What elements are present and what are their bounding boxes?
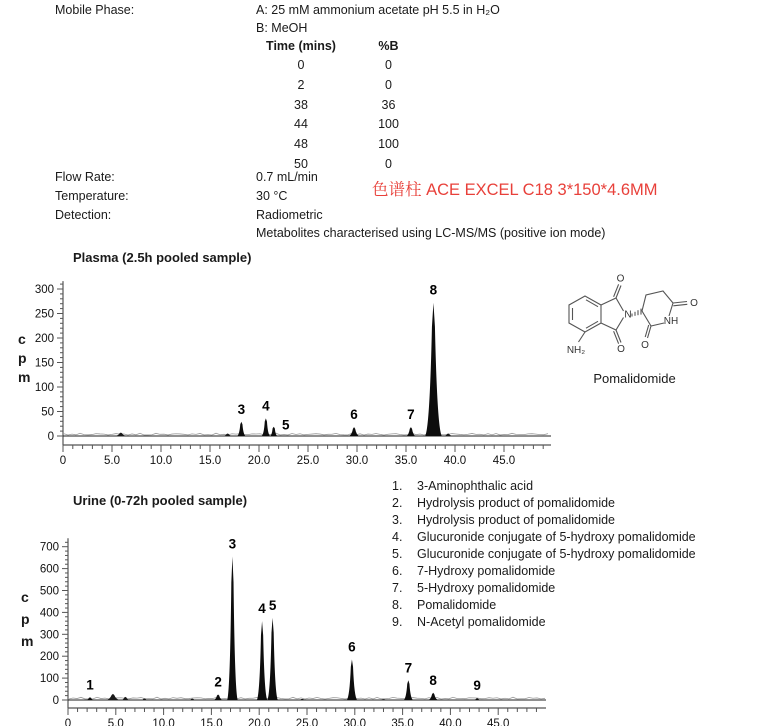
x-tick-label: 30.0 xyxy=(343,718,366,726)
y-tick-label: 50 xyxy=(41,406,54,419)
gradient-time-cell: 2 xyxy=(297,77,305,92)
gradient-time-cell: 0 xyxy=(297,58,305,72)
plasma-chromatogram xyxy=(0,248,560,474)
flow-rate-value: 0.7 mL/min xyxy=(256,170,318,184)
x-tick-label: 15.0 xyxy=(198,455,222,467)
gradient-percent-b-cell: 36 xyxy=(381,97,396,112)
peak xyxy=(267,618,278,700)
gradient-percent-b-cell: 100 xyxy=(378,137,399,152)
x-tick-label: 45.0 xyxy=(492,455,516,467)
carbonyl-right xyxy=(673,302,687,306)
y-tick-label: 0 xyxy=(47,431,54,443)
x-tick-label: 10.0 xyxy=(149,455,173,467)
legend-item-number: 8. xyxy=(392,598,403,612)
legend-item xyxy=(392,597,696,614)
peak-label: 6 xyxy=(348,639,356,655)
y-tick-label: 100 xyxy=(34,382,54,394)
legend-item-text: 5-Hydroxy pomalidomide xyxy=(417,581,556,595)
gradient-table-row xyxy=(256,98,431,118)
legend-item-text: Glucuronide conjugate of 5-hydroxy pomalidomide xyxy=(417,547,696,561)
gradient-percent-b-cell: 100 xyxy=(378,117,399,132)
legend-item xyxy=(392,580,696,597)
legend-item-text: 7-Hydroxy pomalidomide xyxy=(417,564,556,578)
baseline-noise xyxy=(64,433,548,435)
peak-label: 6 xyxy=(350,407,358,423)
detection-value: Radiometric xyxy=(256,208,323,222)
legend-item-text: Hydrolysis product of pomalidomide xyxy=(417,496,616,510)
glutarimide-ring-a xyxy=(642,291,673,316)
x-tick-label: 20.0 xyxy=(247,455,271,467)
atom-nh2: NH₂ xyxy=(566,345,586,356)
atom-o-down: O xyxy=(641,340,649,351)
legend-item xyxy=(392,546,696,563)
x-tick-label: 5.0 xyxy=(107,718,124,726)
carbonyl-top xyxy=(614,284,621,298)
x-tick-label: 25.0 xyxy=(295,718,319,726)
detection-note: Metabolites characterised using LC-MS/MS (positive ion mode) xyxy=(256,226,606,240)
y-tick-label: 700 xyxy=(39,541,59,554)
legend-item xyxy=(392,478,696,495)
gradient-table-row xyxy=(256,78,431,98)
peak-label: 4 xyxy=(258,601,266,617)
temperature-label: Temperature: xyxy=(55,189,129,203)
y-tick-label: 250 xyxy=(34,308,54,321)
peak-label: 3 xyxy=(228,536,237,552)
y-tick-label: 600 xyxy=(39,563,59,576)
gradient-col-time: Time (mins) xyxy=(266,39,336,53)
legend-item-text: N-Acetyl pomalidomide xyxy=(417,615,546,629)
peak xyxy=(257,621,268,700)
bond-nh2 xyxy=(579,332,586,342)
mobile-phase-label: Mobile Phase: xyxy=(55,3,135,17)
stereo-hash-bond xyxy=(632,309,641,317)
y-tick-label: 300 xyxy=(39,629,59,642)
gradient-percent-b-cell: 0 xyxy=(385,156,392,171)
peak-label: 8 xyxy=(429,282,438,298)
peak-label: 2 xyxy=(214,674,222,690)
gradient-percent-b-cell: 0 xyxy=(385,77,392,92)
peak-label: 7 xyxy=(404,660,413,676)
urine-chart-title: Urine (0-72h pooled sample) xyxy=(73,493,248,508)
legend-item-text: Pomalidomide xyxy=(417,598,497,612)
peak xyxy=(227,557,238,700)
molecule-caption: Pomalidomide xyxy=(593,371,676,386)
x-tick-label: 45.0 xyxy=(487,718,510,726)
gradient-table-row xyxy=(256,117,431,137)
peak-label: 7 xyxy=(407,407,415,423)
y-tick-label: 100 xyxy=(39,673,59,686)
mobile-phase-b: B: MeOH xyxy=(256,21,308,35)
legend-item-text: Glucuronide conjugate of 5-hydroxy pomalidomide xyxy=(417,530,696,544)
y-tick-label: 300 xyxy=(34,284,54,296)
peak xyxy=(261,418,270,436)
y-tick-label: 400 xyxy=(39,607,59,620)
imide-ring-bottom xyxy=(601,318,624,331)
gradient-table-rows xyxy=(256,58,431,177)
flow-rate-label: Flow Rate: xyxy=(55,170,115,184)
peak xyxy=(425,303,442,436)
gradient-time-cell: 48 xyxy=(294,137,308,152)
atom-o-bottom: O xyxy=(617,344,625,355)
gradient-time-cell: 44 xyxy=(294,117,308,132)
plasma-y-axis-label: c p m xyxy=(18,331,31,385)
imide-ring-top xyxy=(601,298,624,311)
x-tick-label: 0 xyxy=(64,718,72,726)
gradient-col-percent-b: %B xyxy=(378,39,399,53)
legend-item-text: 3-Aminophthalic acid xyxy=(417,479,534,493)
peak-label: 9 xyxy=(473,678,481,694)
gradient-table-row xyxy=(256,137,431,157)
legend-item xyxy=(392,495,696,512)
peak xyxy=(213,695,223,700)
gradient-table-header xyxy=(256,39,431,54)
peak-legend xyxy=(392,478,696,631)
y-tick-label: 200 xyxy=(34,333,54,345)
legend-item-number: 5. xyxy=(392,547,403,561)
legend-item xyxy=(392,563,696,580)
legend-item xyxy=(392,529,696,546)
glutarimide-ring-b xyxy=(642,311,664,326)
peak-label: 3 xyxy=(237,401,246,417)
gradient-percent-b-cell: 0 xyxy=(385,58,392,72)
temperature-value: 30 °C xyxy=(256,189,288,203)
x-tick-label: 20.0 xyxy=(248,718,271,726)
peak-label: 8 xyxy=(429,672,437,688)
legend-item xyxy=(392,512,696,529)
atom-o-right: O xyxy=(690,298,698,309)
legend-item-number: 1. xyxy=(392,479,403,493)
y-tick-label: 0 xyxy=(52,695,59,707)
gradient-table-row xyxy=(256,58,431,78)
x-tick-label: 15.0 xyxy=(200,718,223,726)
peak-label: 4 xyxy=(262,398,270,414)
atom-nh: NH xyxy=(663,316,679,327)
peak-label: 5 xyxy=(268,597,277,613)
x-tick-label: 35.0 xyxy=(394,455,418,467)
legend-item-number: 9. xyxy=(392,615,403,629)
legend-item-number: 4. xyxy=(392,530,403,544)
legend-item-number: 7. xyxy=(392,581,403,595)
peak xyxy=(347,659,358,700)
gradient-time-cell: 50 xyxy=(294,156,308,171)
x-tick-label: 40.0 xyxy=(443,455,467,467)
benzene-double-2 xyxy=(586,300,598,307)
pomalidomide-structure xyxy=(552,268,717,368)
y-tick-label: 150 xyxy=(34,357,54,370)
benzene-ring xyxy=(569,296,601,332)
peak xyxy=(404,680,414,700)
peak-label: 1 xyxy=(86,677,94,693)
x-tick-label: 10.0 xyxy=(152,718,175,726)
plasma-chart-title: Plasma (2.5h pooled sample) xyxy=(73,250,252,265)
peak xyxy=(428,693,439,700)
carbonyl-down xyxy=(645,325,651,338)
peak-label: 5 xyxy=(281,417,290,433)
x-tick-label: 35.0 xyxy=(391,718,414,726)
x-tick-label: 5.0 xyxy=(104,455,120,467)
carbonyl-bottom xyxy=(614,330,621,344)
atom-n: N xyxy=(624,309,632,321)
mobile-phase-a: A: 25 mM ammonium acetate pH 5.5 in H₂O xyxy=(256,3,500,17)
x-tick-label: 30.0 xyxy=(345,455,369,467)
x-tick-label: 0 xyxy=(59,455,67,467)
urine-y-axis-label: c p m xyxy=(21,589,34,649)
gradient-time-cell: 38 xyxy=(294,97,308,112)
baseline-noise xyxy=(69,697,545,699)
x-tick-label: 25.0 xyxy=(296,455,320,467)
atom-o-top: O xyxy=(616,273,625,285)
benzene-double-3 xyxy=(586,321,598,328)
legend-item-number: 2. xyxy=(392,496,403,510)
legend-item-number: 6. xyxy=(392,564,403,578)
y-tick-label: 200 xyxy=(39,651,59,664)
legend-item xyxy=(392,614,696,631)
y-tick-label: 500 xyxy=(39,585,59,598)
x-tick-label: 40.0 xyxy=(439,718,462,726)
column-annotation: 色谱柱 ACE EXCEL C18 3*150*4.6MM xyxy=(372,181,658,199)
legend-item-number: 3. xyxy=(392,513,403,527)
legend-item-text: Hydrolysis product of pomalidomide xyxy=(417,513,616,527)
detection-label: Detection: xyxy=(55,208,112,222)
